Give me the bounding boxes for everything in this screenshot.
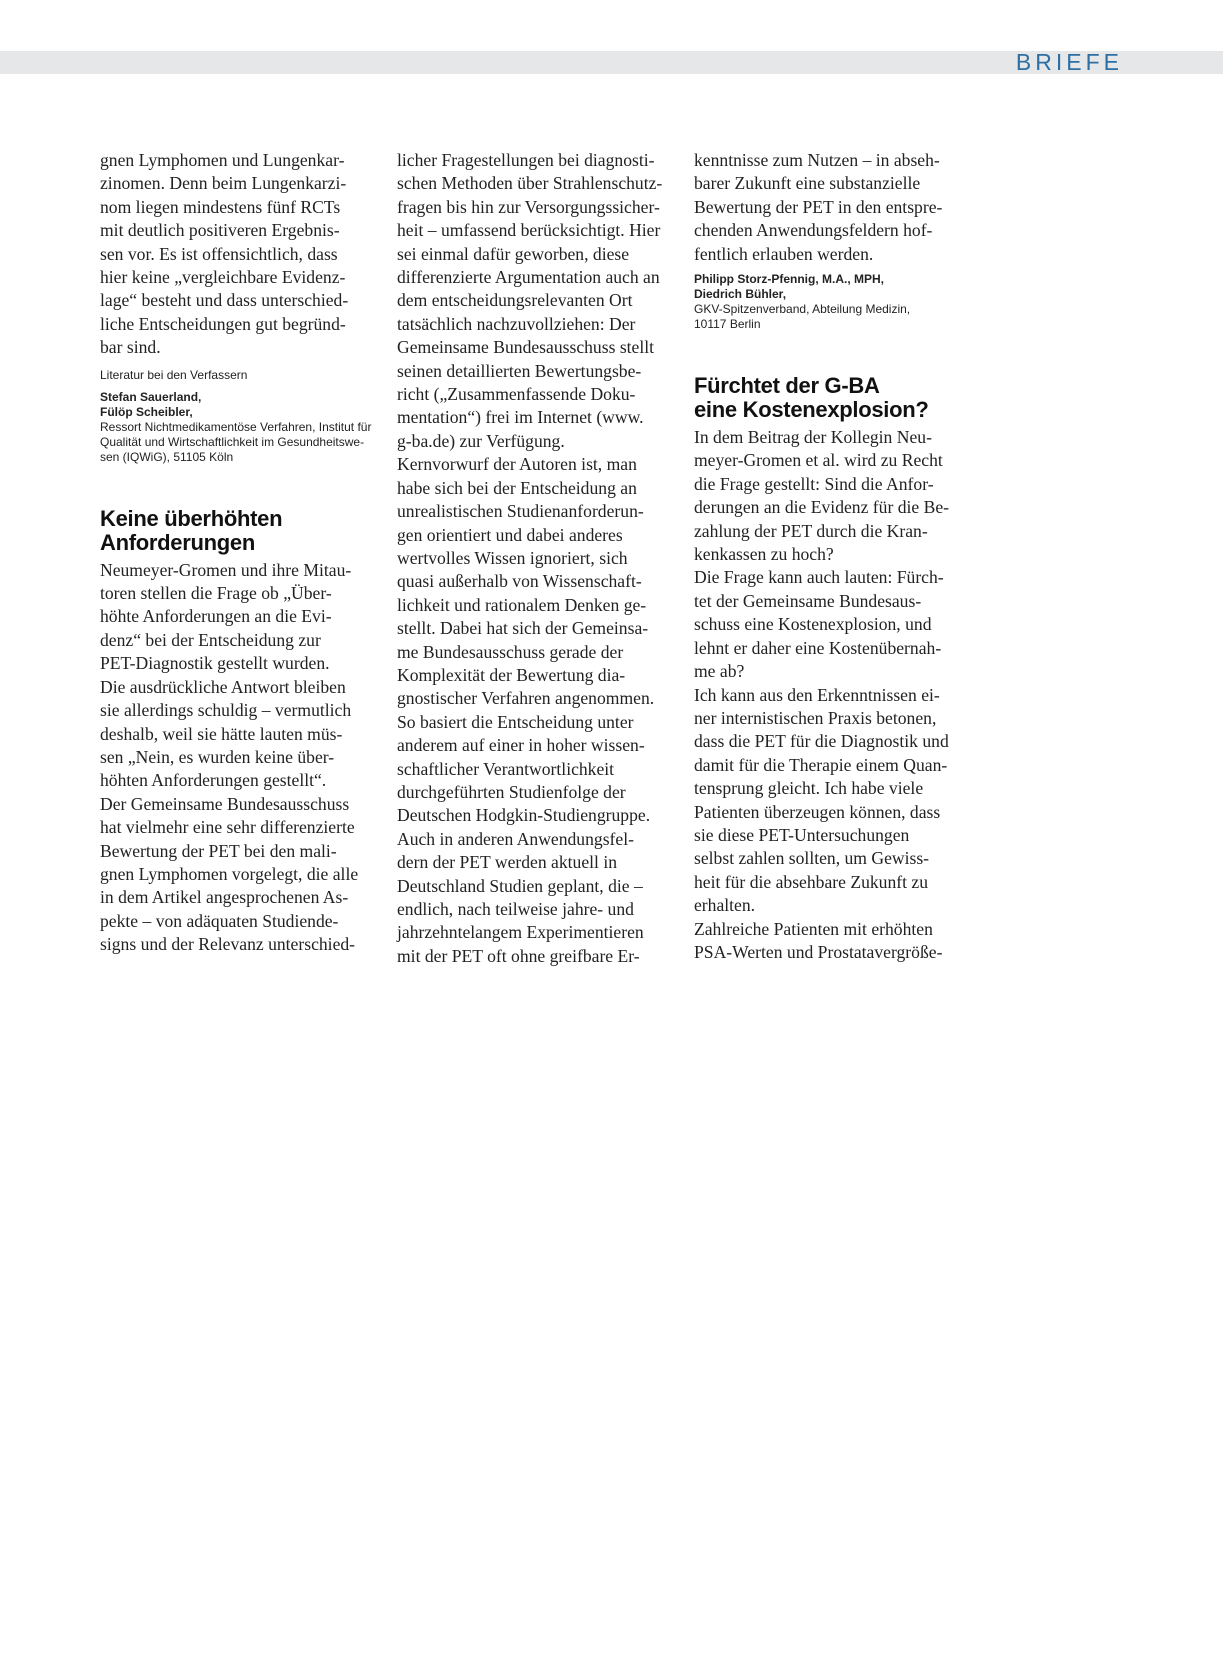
text-line: pekte – von adäquaten Studiende- — [100, 910, 339, 931]
heading-line: Fürchtet der G-BA — [694, 373, 880, 399]
text-line: damit für die Therapie einem Quan- — [694, 754, 948, 775]
text-line: durchgeführten Studienfolge der — [397, 781, 626, 802]
text-line: Komplexität der Bewertung dia- — [397, 664, 626, 685]
signature-2 — [694, 272, 967, 332]
text-line: liche Entscheidungen gut begründ- — [100, 313, 346, 334]
heading-line: Anforderungen — [100, 529, 255, 555]
text-line: Ich kann aus den Erkenntnissen ei- — [694, 684, 940, 705]
author-name: Diedrich Bühler, — [694, 287, 787, 302]
text-line: mit der PET oft ohne greifbare Er- — [397, 945, 640, 966]
text-line: stellt. Dabei hat sich der Gemeinsa- — [397, 618, 649, 639]
text-line: schuss eine Kostenexplosion, und — [694, 614, 932, 635]
text-line: nom liegen mindestens fünf RCTs — [100, 196, 341, 217]
text-line: mentation“) frei im Internet (www. — [397, 407, 644, 428]
letter-heading — [100, 507, 373, 555]
text-line: lichkeit und rationalem Denken ge- — [397, 594, 647, 615]
signature-1 — [100, 390, 373, 465]
heading-line: Keine überhöhten — [100, 505, 283, 531]
text-line: seinen detaillierten Bewertungsbe- — [397, 360, 642, 381]
text-line: me ab? — [694, 661, 745, 682]
text-line: hier keine „vergleichbare Evidenz- — [100, 267, 346, 288]
text-line: differenzierte Argumentation auch an — [397, 267, 660, 288]
text-line: schaftlicher Verantwortlichkeit — [397, 758, 615, 779]
text-line: unrealistischen Studienanforderun- — [397, 501, 644, 522]
text-line: Die Frage kann auch lauten: Fürch- — [694, 567, 944, 588]
text-line: meyer-Gromen et al. wird zu Recht — [694, 450, 943, 471]
text-line: signs und der Relevanz unterschied- — [100, 934, 356, 955]
text-line: endlich, nach teilweise jahre- und — [397, 899, 634, 919]
text-line: sie allerdings schuldig – vermutlich — [100, 700, 352, 721]
text-line: dern der PET werden aktuell in — [397, 852, 618, 873]
section-label: BRIEFE — [1015, 49, 1123, 75]
text-line: fragen bis hin zur Versorgungssicher- — [397, 196, 660, 217]
column-1-text — [100, 149, 373, 360]
text-line: kenkassen zu hoch? — [694, 544, 834, 565]
text-line: schen Methoden über Strahlenschutz- — [397, 173, 663, 194]
text-line: Patienten überzeugen können, dass — [694, 801, 941, 822]
author-name: Stefan Sauerland, — [100, 389, 202, 404]
text-line: sei einmal dafür geworben, diese — [397, 243, 630, 264]
author-affiliation: GKV-Spitzenverband, Abteilung Medizin, — [694, 302, 911, 317]
text-line: höhte Anforderungen an die Evi- — [100, 606, 332, 627]
text-line: höhten Anforderungen gestellt“. — [100, 770, 327, 791]
text-line: In dem Beitrag der Kollegin Neu- — [694, 427, 932, 448]
text-line: Die ausdrückliche Antwort bleiben — [100, 676, 346, 697]
text-line: Deutschland Studien geplant, die – — [397, 875, 643, 896]
text-line: Gemeinsame Bundesausschuss stellt — [397, 337, 655, 358]
text-line: gen orientiert und dabei anderes — [397, 524, 623, 545]
text-line: wertvolles Wissen ignoriert, sich — [397, 547, 628, 568]
text-line: zinomen. Denn beim Lungenkarzi- — [100, 173, 347, 194]
text-line: lehnt er daher eine Kostenübernah- — [694, 637, 942, 658]
text-line: heit für die absehbare Zukunft zu — [694, 871, 929, 892]
text-line: gnen Lymphomen und Lungenkar- — [100, 150, 345, 170]
literature-note: Literatur bei den Verfassern — [100, 367, 248, 382]
text-line: zahlung der PET durch die Kran- — [694, 520, 928, 541]
text-line: Auch in anderen Anwendungsfel- — [397, 828, 634, 849]
text-line: derungen an die Evidenz für die Be- — [694, 497, 950, 518]
text-line: Neumeyer-Gromen und ihre Mitau- — [100, 559, 352, 580]
text-line: licher Fragestellungen bei diagnosti- — [397, 150, 655, 170]
text-line: gnen Lymphomen vorgelegt, die alle — [100, 863, 359, 884]
heading-line: eine Kostenexplosion? — [694, 397, 929, 423]
author-affiliation: Ressort Nichtmedikamentöse Verfahren, Institut für — [100, 419, 372, 434]
text-line: gnostischer Verfahren angenommen. — [397, 688, 655, 709]
text-line: dem entscheidungsrelevanten Ort — [397, 290, 633, 311]
text-line: tet der Gemeinsame Bundesaus- — [694, 590, 922, 611]
column-3 — [694, 149, 967, 964]
author-affiliation: sen (IQWiG), 51105 Köln — [100, 449, 234, 464]
text-line: Zahlreiche Patienten mit erhöhten — [694, 918, 933, 939]
text-line: in dem Artikel angesprochenen As- — [100, 887, 349, 908]
text-line: sie diese PET-Untersuchungen — [694, 824, 910, 845]
letter-heading — [694, 374, 967, 422]
author-name: Fülöp Scheibler, — [100, 404, 193, 419]
text-line: PSA-Werten und Prostatavergröße- — [694, 941, 943, 962]
text-line: Bewertung der PET bei den mali- — [100, 840, 337, 861]
column-3-text — [694, 149, 967, 266]
text-line: quasi außerhalb von Wissenschaft- — [397, 571, 642, 592]
text-line: Kernvorwurf der Autoren ist, man — [397, 454, 637, 475]
column-1-text-2 — [100, 559, 373, 957]
text-line: richt („Zusammenfassende Doku- — [397, 384, 636, 405]
text-line: Bewertung der PET in den entspre- — [694, 196, 943, 217]
text-line: chenden Anwendungsfeldern hof- — [694, 220, 933, 241]
text-line: g-ba.de) zur Verfügung. — [397, 430, 565, 451]
text-line: die Frage gestellt: Sind die Anfor- — [694, 473, 934, 494]
text-line: tensprung gleicht. Ich habe viele — [694, 778, 924, 799]
text-line: hat vielmehr eine sehr differenzierte — [100, 817, 355, 838]
text-line: bar sind. — [100, 337, 161, 358]
text-line: dass die PET für die Diagnostik und — [694, 731, 949, 752]
text-line: Deutschen Hodgkin-Studiengruppe. — [397, 805, 651, 826]
text-line: deshalb, weil sie hätte lauten müs- — [100, 723, 343, 744]
author-affiliation: Qualität und Wirtschaftlichkeit im Gesundheitswe- — [100, 434, 365, 449]
text-line: So basiert die Entscheidung unter — [397, 711, 634, 732]
text-line: sen „Nein, es wurden keine über- — [100, 746, 335, 767]
text-line: sen vor. Es ist offensichtlich, dass — [100, 243, 338, 264]
text-line: PET-Diagnostik gestellt wurden. — [100, 653, 330, 674]
text-line: selbst zahlen sollten, um Gewiss- — [694, 848, 930, 869]
text-line: barer Zukunft eine substanzielle — [694, 173, 921, 194]
text-line: habe sich bei der Entscheidung an — [397, 477, 637, 498]
column-2-text — [397, 149, 670, 968]
text-line: jahrzehntelangem Experimentieren — [397, 922, 644, 943]
author-name: Philipp Storz-Pfennig, M.A., MPH, — [694, 272, 884, 287]
text-line: ner internistischen Praxis betonen, — [694, 707, 937, 728]
column-2 — [397, 149, 670, 968]
column-3-text-2 — [694, 426, 967, 964]
text-line: mit deutlich positiveren Ergebnis- — [100, 220, 340, 241]
text-line: denz“ bei der Entscheidung zur — [100, 629, 321, 650]
text-line: fentlich erlauben werden. — [694, 243, 874, 264]
author-affiliation: 10117 Berlin — [694, 317, 761, 332]
text-line: erhalten. — [694, 895, 756, 916]
text-line: heit – umfassend berücksichtigt. Hier — [397, 220, 661, 241]
text-line: me Bundesausschuss gerade der — [397, 641, 624, 662]
text-line: lage“ besteht und dass unterschied- — [100, 290, 349, 311]
text-line: Der Gemeinsame Bundesausschuss — [100, 793, 350, 814]
text-line: kenntnisse zum Nutzen – in abseh- — [694, 150, 940, 170]
text-line: toren stellen die Frage ob „Über- — [100, 583, 332, 604]
column-1 — [100, 149, 373, 957]
text-line: anderem auf einer in hoher wissen- — [397, 735, 645, 756]
text-line: tatsächlich nachzuvollziehen: Der — [397, 313, 636, 334]
